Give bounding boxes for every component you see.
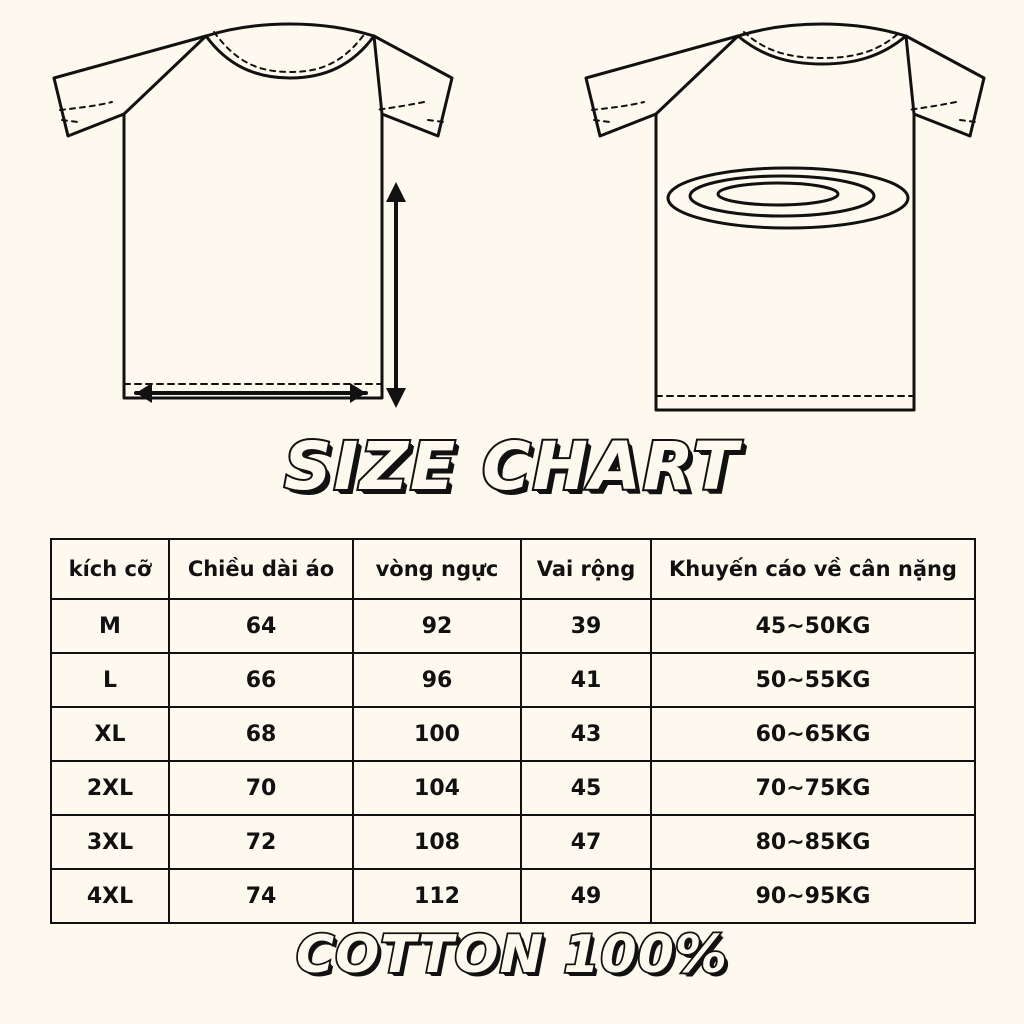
cell-chest: 112 [353,869,521,923]
cell-size: 3XL [51,815,169,869]
tshirt-diagram-svg [0,10,1024,430]
cell-chest: 92 [353,599,521,653]
table-row [51,599,975,653]
cell-length: 66 [169,653,353,707]
column-header-shoulder: Vai rộng [521,539,651,599]
cell-chest: 104 [353,761,521,815]
cell-weight: 80~85KG [651,815,975,869]
table-row [51,761,975,815]
bottom-caption-wrap [0,925,1024,985]
table-row [51,707,975,761]
size-table-wrap [50,538,974,924]
cell-chest: 100 [353,707,521,761]
cell-chest: 96 [353,653,521,707]
cell-size: M [51,599,169,653]
cell-size: XL [51,707,169,761]
column-header-size: kích cỡ [51,539,169,599]
table-row [51,869,975,923]
cell-weight: 70~75KG [651,761,975,815]
cell-chest: 108 [353,815,521,869]
cell-shoulder: 49 [521,869,651,923]
bottom-caption: COTTON 100% [296,925,728,985]
cell-shoulder: 41 [521,653,651,707]
column-header-length: Chiều dài áo [169,539,353,599]
cell-length: 72 [169,815,353,869]
cell-shoulder: 43 [521,707,651,761]
cell-weight: 45~50KG [651,599,975,653]
cell-weight: 60~65KG [651,707,975,761]
body-length-measure-arrow [386,182,406,408]
table-header-row [51,539,975,599]
cell-length: 64 [169,599,353,653]
page-title: SIZE CHART [284,428,740,505]
tshirt-front-technical-drawing [54,24,452,398]
cell-size: 4XL [51,869,169,923]
cell-length: 74 [169,869,353,923]
cell-size: L [51,653,169,707]
tshirt-illustrations [0,10,1024,430]
cell-length: 70 [169,761,353,815]
table-row [51,815,975,869]
cell-shoulder: 39 [521,599,651,653]
size-table [50,538,976,924]
table-row [51,653,975,707]
page-title-wrap [0,428,1024,505]
cell-shoulder: 45 [521,761,651,815]
tshirt-back-technical-drawing [586,24,984,410]
cell-size: 2XL [51,761,169,815]
cell-weight: 50~55KG [651,653,975,707]
cell-length: 68 [169,707,353,761]
column-header-weight: Khuyến cáo về cân nặng [651,539,975,599]
cell-shoulder: 47 [521,815,651,869]
chest-width-measure-arrow [136,383,366,403]
cell-weight: 90~95KG [651,869,975,923]
column-header-chest: vòng ngực [353,539,521,599]
